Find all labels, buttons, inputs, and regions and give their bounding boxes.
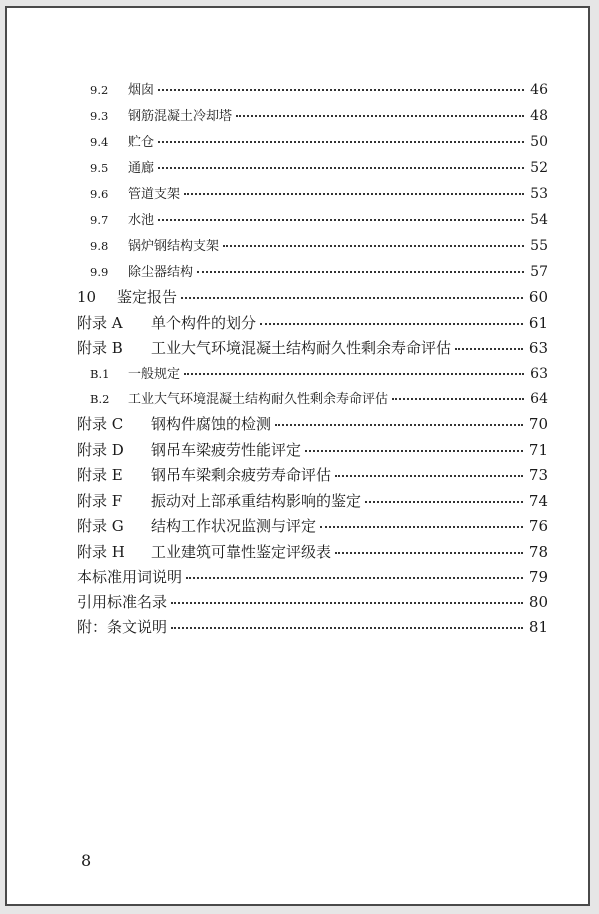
toc-entry xyxy=(90,363,548,382)
toc-entry-title: 锅炉钢结构支架 xyxy=(128,239,220,254)
toc-entry-page: 70 xyxy=(528,415,548,433)
dot-leader xyxy=(181,297,523,299)
toc-entry-number: 附录 C xyxy=(77,415,124,433)
toc-entry-page: 52 xyxy=(530,160,548,176)
toc-entry-number: 9.6 xyxy=(90,187,109,201)
toc-entry xyxy=(77,515,548,536)
toc-entry xyxy=(90,131,548,150)
toc-entry-page: 79 xyxy=(528,568,548,586)
dot-leader xyxy=(365,501,523,503)
toc-entry-title: 除尘器结构 xyxy=(128,265,194,280)
toc-entry-page: 74 xyxy=(528,492,548,510)
toc-entry-page: 50 xyxy=(530,134,548,150)
toc-entry-title: 引用标准名录 xyxy=(77,593,168,611)
toc-entry xyxy=(90,235,548,254)
toc-entry-title: 振动对上部承重结构影响的鉴定 xyxy=(151,492,362,510)
dot-leader xyxy=(197,271,524,273)
dot-leader xyxy=(392,398,524,400)
toc-entry-page: 54 xyxy=(530,212,548,228)
toc-entry-title: 烟囱 xyxy=(128,83,155,98)
dot-leader xyxy=(275,424,523,426)
toc-entry-page: 71 xyxy=(528,441,548,459)
toc-entry-title: 工业大气环境混凝土结构耐久性剩余寿命评估 xyxy=(151,339,452,357)
toc-entry-page: 63 xyxy=(530,366,548,382)
toc-entry-number: 9.3 xyxy=(90,109,109,123)
toc-entry-page: 76 xyxy=(528,517,548,535)
toc-entry xyxy=(90,261,548,280)
toc-entry-page: 80 xyxy=(528,593,548,611)
toc-entry-title: 工业大气环境混凝土结构耐久性剩余寿命评估 xyxy=(128,392,389,407)
dot-leader xyxy=(305,450,523,452)
dot-leader xyxy=(335,475,523,477)
toc-entry xyxy=(77,439,548,460)
toc-entry xyxy=(77,616,548,637)
toc-entry-page: 73 xyxy=(528,466,548,484)
toc-entry-title: 鉴定报告 xyxy=(117,288,178,306)
toc-entry xyxy=(77,490,548,511)
toc-entry-title: 本标准用词说明 xyxy=(77,568,183,586)
dot-leader xyxy=(223,245,524,247)
dot-leader xyxy=(171,627,523,629)
toc-entry xyxy=(77,337,548,358)
toc-entry-page: 61 xyxy=(528,314,548,332)
toc-entry-title: 单个构件的划分 xyxy=(151,314,257,332)
toc-entry-number: 附录 E xyxy=(77,466,123,484)
toc-entry-title: 一般规定 xyxy=(128,367,181,382)
dot-leader xyxy=(260,323,523,325)
toc-entry-number: 9.5 xyxy=(90,161,109,175)
dot-leader xyxy=(171,602,523,604)
toc-entry-number: 附录 G xyxy=(77,517,124,535)
dot-leader xyxy=(236,115,524,117)
toc-entry-title: 附：条文说明 xyxy=(77,618,168,636)
document-page xyxy=(5,6,590,906)
toc-entry-title: 通廊 xyxy=(128,161,155,176)
toc-entry-number: 9.4 xyxy=(90,135,109,149)
page-number: 8 xyxy=(81,851,92,870)
toc-entry-page: 55 xyxy=(530,238,548,254)
toc-entry-title: 管道支架 xyxy=(128,187,181,202)
dot-leader xyxy=(320,526,523,528)
toc-entry-page: 60 xyxy=(528,288,548,306)
toc-entry-number: 9.8 xyxy=(90,239,109,253)
toc-entry-page: 46 xyxy=(530,82,548,98)
toc-entry xyxy=(90,183,548,202)
toc-entry-number: 附录 H xyxy=(77,543,125,561)
toc-entry xyxy=(77,413,548,434)
toc-entry-title: 钢构件腐蚀的检测 xyxy=(151,415,272,433)
dot-leader xyxy=(335,552,523,554)
dot-leader xyxy=(455,348,523,350)
toc-entry xyxy=(77,541,548,562)
toc-entry-title: 钢吊车梁剩余疲劳寿命评估 xyxy=(151,466,332,484)
toc-entry-title: 钢吊车梁疲劳性能评定 xyxy=(151,441,302,459)
dot-leader xyxy=(186,577,523,579)
toc-entry-number: 9.9 xyxy=(90,265,109,279)
toc-entry-number: 10 xyxy=(77,288,97,306)
dot-leader xyxy=(184,373,524,375)
toc-entry-title: 工业建筑可靠性鉴定评级表 xyxy=(151,543,332,561)
dot-leader xyxy=(158,219,524,221)
toc-entry-title: 贮仓 xyxy=(128,135,155,150)
toc-entry-title: 水池 xyxy=(128,213,155,228)
toc-entry-number: 附录 D xyxy=(77,441,124,459)
toc-entry xyxy=(90,209,548,228)
toc-entry-page: 57 xyxy=(530,264,548,280)
toc-entry-title: 钢筋混凝土冷却塔 xyxy=(128,109,233,124)
toc-entry-number: 附录 A xyxy=(77,314,123,332)
toc-entry xyxy=(90,388,548,407)
toc-entry xyxy=(77,286,548,307)
toc-entry-title: 结构工作状况监测与评定 xyxy=(151,517,317,535)
toc-entry-number: 附录 B xyxy=(77,339,123,357)
toc-entry-number: 附录 F xyxy=(77,492,123,510)
toc-entry-page: 63 xyxy=(528,339,548,357)
toc-entry xyxy=(90,79,548,98)
toc-entry xyxy=(77,591,548,612)
toc-entry-number: 9.7 xyxy=(90,213,109,227)
toc-entry xyxy=(90,157,548,176)
dot-leader xyxy=(158,141,524,143)
toc-entry-page: 64 xyxy=(530,391,548,407)
toc-entry-number: 9.2 xyxy=(90,83,109,97)
toc-entry-page: 48 xyxy=(530,108,548,124)
toc-entry-page: 53 xyxy=(530,186,548,202)
toc-entry-page: 78 xyxy=(528,543,548,561)
dot-leader xyxy=(158,167,524,169)
toc-entry xyxy=(77,464,548,485)
dot-leader xyxy=(158,89,524,91)
toc-entry xyxy=(77,566,548,587)
toc-entry-page: 81 xyxy=(528,618,548,636)
toc-entry xyxy=(90,105,548,124)
toc-entry-number: B.2 xyxy=(90,392,110,406)
toc-entry-number: B.1 xyxy=(90,367,110,381)
dot-leader xyxy=(184,193,524,195)
toc-entry xyxy=(77,312,548,333)
